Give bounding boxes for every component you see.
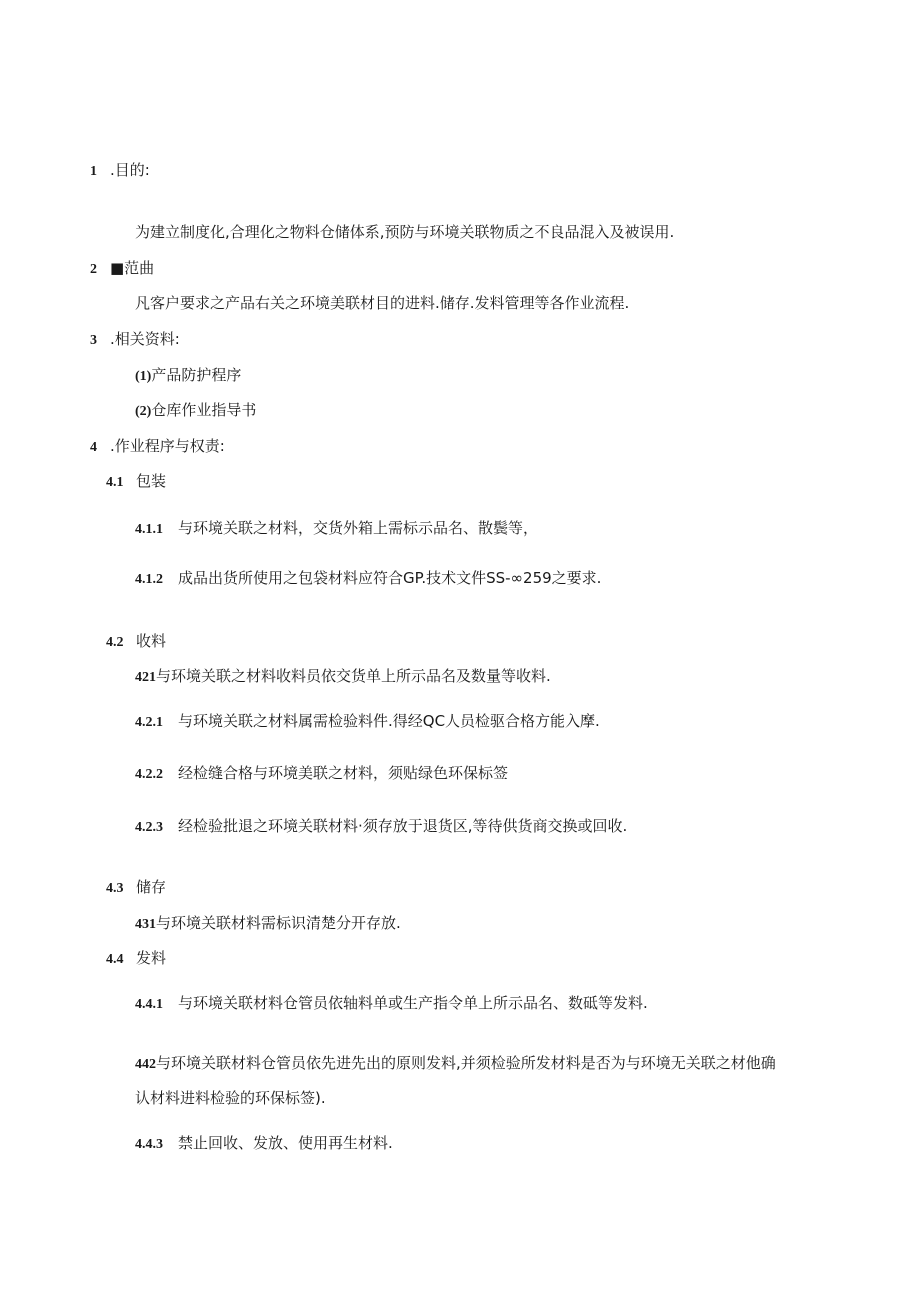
item-number: 4.4.1	[135, 997, 163, 1012]
item-number: 4.1.1	[135, 522, 163, 537]
item-text: 经检缝合格与环境美联之材料，须贴绿色环保标签	[178, 764, 509, 782]
subsection-4-4-heading	[106, 948, 166, 970]
subsection-title: 发料	[136, 949, 167, 967]
item-text: 经检验批退之环境关联材料·须存放于退货区,等待供货商交换或回收.	[178, 817, 628, 835]
item-4-4-2-continued: 认材料进料检验的环保标签).	[135, 1089, 326, 1107]
section-1-heading	[90, 160, 150, 182]
subsection-4-2-heading	[106, 631, 166, 653]
subsection-number: 4.4	[106, 952, 124, 967]
item-text: 禁止回收、发放、使用再生材料.	[178, 1134, 393, 1152]
section-title: .作业程序与权责:	[110, 437, 225, 455]
section-4-heading	[90, 436, 225, 458]
reference-item-2	[135, 400, 256, 422]
item-text: 与环境关联之材料收料员依交货单上所示品名及数量等收料.	[156, 667, 551, 685]
section-title: ■范曲	[110, 259, 155, 277]
section-3-heading	[90, 329, 180, 351]
section-number: 1	[90, 164, 97, 179]
subsection-number: 4.1	[106, 475, 124, 490]
section-2-body: 凡客户要求之产品右关之环境美联材目的进料.储存.发料管理等各作业流程.	[135, 294, 630, 312]
item-4-3-lead	[135, 913, 401, 935]
item-number: 442	[135, 1057, 156, 1072]
subsection-number: 4.3	[106, 881, 124, 896]
item-number: 431	[135, 917, 156, 932]
section-title: .目的:	[110, 161, 150, 179]
reference-item-1	[135, 365, 241, 387]
item-number: 4.4.3	[135, 1137, 163, 1152]
item-text: 与环境关联材料仓管员依先进先出的原则发料,并须检验所发材料是否为与环境无关联之材他确	[156, 1054, 776, 1072]
reference-text: 仓库作业指导书	[151, 401, 257, 419]
item-number: 4.2.2	[135, 767, 163, 782]
item-4-4-1	[135, 993, 648, 1015]
item-text: 与环境关联之材料属需检验料件.得经QC人员检驱合格方能入摩.	[178, 712, 600, 730]
item-4-1-2	[135, 568, 601, 590]
item-4-2-2	[135, 763, 508, 785]
item-4-4-2	[135, 1053, 776, 1075]
item-text: 成品出货所使用之包袋材料应符合GP.技术文件SS-∞259之要求.	[178, 569, 602, 587]
section-number: 4	[90, 440, 97, 455]
item-4-2-3	[135, 816, 627, 838]
section-1-body: 为建立制度化,合理化之物料仓储体系,预防与环境关联物质之不良品混入及被误用.	[135, 223, 675, 241]
section-number: 2	[90, 262, 97, 277]
subsection-title: 包装	[136, 472, 167, 490]
subsection-number: 4.2	[106, 635, 124, 650]
item-number: 4.2.3	[135, 820, 163, 835]
item-4-2-lead	[135, 666, 551, 688]
subsection-title: 储存	[136, 878, 167, 896]
item-number: 421	[135, 670, 156, 685]
section-number: 3	[90, 333, 97, 348]
item-text: 与环境关联之材料，交货外箱上需标示品名、散鬓等，	[178, 519, 539, 537]
item-number: 4.2.1	[135, 715, 163, 730]
item-number: 4.1.2	[135, 572, 163, 587]
section-2-heading	[90, 258, 154, 280]
item-text: 与环境关联材料仓管员依轴料单或生产指令单上所示品名、数砥等发料.	[178, 994, 648, 1012]
item-4-4-3	[135, 1133, 393, 1155]
item-4-2-1	[135, 711, 600, 733]
subsection-4-3-heading	[106, 877, 166, 899]
reference-text: 产品防护程序	[151, 366, 242, 384]
section-title: .相关资料:	[110, 330, 180, 348]
item-4-1-1	[135, 518, 538, 540]
reference-number: (1)	[135, 369, 152, 384]
subsection-title: 收料	[136, 632, 167, 650]
subsection-4-1-heading	[106, 471, 166, 493]
reference-number: (2)	[135, 404, 152, 419]
item-text: 与环境关联材料需标识清楚分开存放.	[156, 914, 401, 932]
